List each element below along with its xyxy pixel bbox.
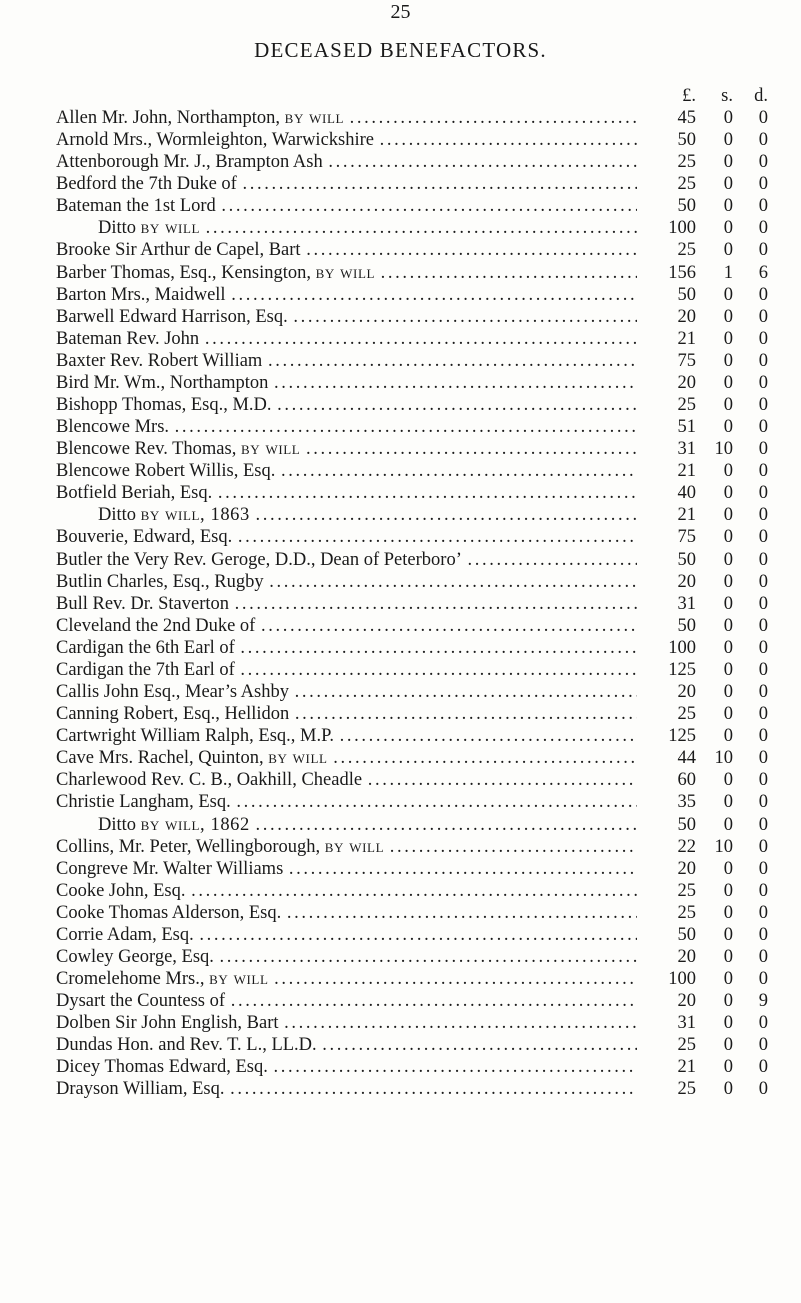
- pence-value: 0: [758, 218, 768, 239]
- pence-value: 0: [758, 284, 768, 305]
- shillings-value: 0: [723, 659, 733, 680]
- benefactor-name: Bird Mr. Wm., Northampton: [56, 372, 269, 393]
- pence-value: 0: [758, 372, 768, 393]
- shillings-value: 0: [723, 792, 733, 813]
- pounds-value: 100: [668, 969, 696, 990]
- benefactor-name: Dolben Sir John English, Bart: [56, 1013, 279, 1034]
- pence-value: 0: [758, 770, 768, 791]
- shillings-value: 0: [723, 814, 733, 835]
- benefactor-name-cell: [56, 747, 637, 769]
- pence-value: 0: [758, 461, 768, 482]
- benefactor-name: Brooke Sir Arthur de Capel, Bart: [56, 240, 301, 261]
- pounds-value: 31: [677, 593, 696, 614]
- pounds-value: 25: [677, 1079, 696, 1100]
- benefactor-row: [56, 328, 768, 350]
- shillings-value: 0: [723, 130, 733, 151]
- benefactor-name-cell: [56, 946, 637, 968]
- shillings-value: 0: [723, 350, 733, 371]
- benefactor-name: Arnold Mrs., Wormleighton, Warwickshire: [56, 130, 374, 151]
- pounds-value: 25: [677, 1035, 696, 1056]
- pounds-value: 44: [677, 748, 696, 769]
- pounds-value: 125: [668, 659, 696, 680]
- benefactor-name-cell: [56, 681, 637, 703]
- shillings-value: 0: [723, 593, 733, 614]
- benefactor-row: [56, 791, 768, 813]
- benefactor-name: Cartwright William Ralph, Esq., M.P.: [56, 726, 334, 747]
- page-number: 25: [390, 1, 411, 23]
- shillings-value: 1: [723, 262, 733, 283]
- benefactor-row: [56, 107, 768, 129]
- benefactors-list: [56, 85, 768, 1101]
- benefactor-row: [56, 615, 768, 637]
- shillings-value: 0: [723, 770, 733, 791]
- pence-value: 0: [758, 1035, 768, 1056]
- pence-value: 0: [758, 549, 768, 570]
- benefactor-name: Ditto by will, 1862: [98, 814, 250, 835]
- pounds-value: 45: [677, 108, 696, 128]
- benefactor-name-cell: [56, 902, 637, 924]
- shillings-value: 0: [723, 1079, 733, 1100]
- benefactor-name-cell: [56, 814, 637, 836]
- shillings-header: s.: [721, 86, 733, 106]
- shillings-value: 0: [723, 417, 733, 438]
- shillings-value: 0: [723, 1013, 733, 1034]
- benefactor-name-cell: [56, 526, 637, 548]
- benefactor-name: Cardigan the 6th Earl of: [56, 637, 235, 658]
- benefactor-name-cell: [56, 239, 637, 261]
- pounds-value: 60: [677, 770, 696, 791]
- benefactor-name: Butler the Very Rev. Geroge, D.D., Dean of Peterboro’: [56, 549, 462, 570]
- benefactor-name: Christie Langham, Esq.: [56, 792, 231, 813]
- shillings-value: 0: [723, 306, 733, 327]
- shillings-value: 0: [723, 395, 733, 416]
- benefactor-name-cell: [56, 504, 637, 526]
- pounds-value: 51: [677, 417, 696, 438]
- benefactor-name: Botfield Beriah, Esq.: [56, 483, 213, 504]
- pence-value: 0: [758, 593, 768, 614]
- pounds-value: 25: [677, 395, 696, 416]
- benefactor-row: [56, 637, 768, 659]
- pounds-value: 25: [677, 704, 696, 725]
- pence-value: 0: [758, 152, 768, 173]
- benefactor-row: [56, 1078, 768, 1100]
- shillings-value: 0: [723, 726, 733, 747]
- page-title: DECEASED BENEFACTORS.: [254, 38, 547, 62]
- benefactor-name-cell: [56, 173, 637, 195]
- shillings-value: 10: [714, 439, 733, 460]
- pounds-value: 31: [677, 439, 696, 460]
- shillings-value: 0: [723, 1035, 733, 1056]
- benefactor-name-cell: [56, 107, 637, 129]
- benefactor-row: [56, 416, 768, 438]
- column-headers: [56, 85, 768, 107]
- pence-value: 6: [758, 262, 768, 283]
- shillings-value: 0: [723, 218, 733, 239]
- benefactor-name: Bateman the 1st Lord: [56, 196, 216, 217]
- benefactor-name: Cooke John, Esq.: [56, 880, 186, 901]
- shillings-value: 0: [723, 152, 733, 173]
- benefactor-name: Drayson William, Esq.: [56, 1079, 225, 1100]
- bequest-note: by will: [315, 262, 376, 283]
- pounds-value: 25: [677, 902, 696, 923]
- benefactor-row: [56, 747, 768, 769]
- benefactor-name: Blencowe Mrs.: [56, 417, 170, 438]
- pounds-value: 75: [677, 350, 696, 371]
- pounds-value: 50: [677, 814, 696, 835]
- shillings-value: 0: [723, 946, 733, 967]
- benefactor-row: [56, 1056, 768, 1078]
- shillings-value: 0: [723, 637, 733, 658]
- benefactor-row: [56, 173, 768, 195]
- benefactor-name-cell: [56, 1034, 637, 1056]
- shillings-value: 0: [723, 571, 733, 592]
- benefactor-name: Attenborough Mr. J., Brampton Ash: [56, 152, 323, 173]
- shillings-value: 0: [723, 704, 733, 725]
- pounds-value: 50: [677, 549, 696, 570]
- bequest-note: by will, 1862: [140, 814, 250, 835]
- benefactor-name-cell: [56, 769, 637, 791]
- shillings-value: 0: [723, 1057, 733, 1078]
- benefactor-name-cell: [56, 703, 637, 725]
- pounds-value: 20: [677, 682, 696, 703]
- pounds-value: 156: [668, 262, 696, 283]
- benefactor-name-cell: [56, 924, 637, 946]
- pence-value: 0: [758, 726, 768, 747]
- benefactor-name: Baxter Rev. Robert William: [56, 350, 263, 371]
- benefactor-name: Barwell Edward Harrison, Esq.: [56, 306, 288, 327]
- bequest-note: by will: [268, 748, 328, 769]
- benefactor-row: [56, 129, 768, 151]
- benefactor-name-cell: [56, 968, 637, 990]
- benefactor-row: [56, 681, 768, 703]
- benefactor-row: [56, 549, 768, 571]
- bequest-note: by will: [140, 218, 201, 239]
- shillings-value: 0: [723, 902, 733, 923]
- shillings-value: 0: [723, 549, 733, 570]
- benefactor-name: Bouverie, Edward, Esq.: [56, 527, 233, 548]
- pence-value: 0: [758, 836, 768, 857]
- pence-value: 0: [758, 350, 768, 371]
- benefactor-row: [56, 725, 768, 747]
- pence-value: 0: [758, 417, 768, 438]
- benefactor-name: Dysart the Countess of: [56, 991, 226, 1012]
- pence-value: 0: [758, 108, 768, 128]
- benefactor-name: Butlin Charles, Esq., Rugby: [56, 571, 264, 592]
- benefactor-name: Charlewood Rev. C. B., Oakhill, Cheadle: [56, 770, 363, 791]
- benefactor-name-cell: [56, 438, 637, 460]
- shillings-value: 0: [723, 682, 733, 703]
- pence-value: 0: [758, 748, 768, 769]
- pence-value: 0: [758, 527, 768, 548]
- pence-value: 0: [758, 439, 768, 460]
- benefactor-name: Ditto by will, 1863: [98, 505, 250, 526]
- shillings-value: 0: [723, 108, 733, 128]
- benefactor-row: [56, 593, 768, 615]
- pounds-value: 100: [668, 218, 696, 239]
- pounds-value: 50: [677, 615, 696, 636]
- shillings-value: 0: [723, 880, 733, 901]
- pence-value: 0: [758, 880, 768, 901]
- benefactor-name: Barber Thomas, Esq., Kensington, by will: [56, 262, 376, 283]
- shillings-value: 0: [723, 483, 733, 504]
- benefactor-name-cell: [56, 990, 637, 1012]
- pounds-value: 21: [677, 328, 696, 349]
- benefactor-name-cell: [56, 306, 637, 328]
- pence-value: 0: [758, 1057, 768, 1078]
- pounds-value: 20: [677, 306, 696, 327]
- benefactor-name: Collins, Mr. Peter, Wellingborough, by will: [56, 836, 385, 857]
- pounds-value: 21: [677, 461, 696, 482]
- pence-value: 0: [758, 174, 768, 195]
- pounds-value: 25: [677, 152, 696, 173]
- benefactor-row: [56, 438, 768, 460]
- benefactor-row: [56, 769, 768, 791]
- benefactor-row: [56, 703, 768, 725]
- pounds-value: 75: [677, 527, 696, 548]
- benefactor-name-cell: [56, 1078, 637, 1100]
- benefactor-name-cell: [56, 482, 637, 504]
- benefactor-name-cell: [56, 195, 637, 217]
- benefactor-row: [56, 239, 768, 261]
- pence-value: 0: [758, 659, 768, 680]
- benefactor-name: Callis John Esq., Mear’s Ashby: [56, 682, 289, 703]
- benefactor-row: [56, 217, 768, 239]
- pence-value: 0: [758, 924, 768, 945]
- bequest-note: by will, 1863: [140, 505, 250, 526]
- benefactor-name-cell: [56, 151, 637, 173]
- benefactor-name-cell: [56, 615, 637, 637]
- benefactor-row: [56, 990, 768, 1012]
- bequest-note: by will: [209, 969, 269, 990]
- benefactor-name-cell: [56, 350, 637, 372]
- benefactor-name: Bull Rev. Dr. Staverton: [56, 593, 229, 614]
- benefactor-name-cell: [56, 217, 637, 239]
- pence-value: 0: [758, 1079, 768, 1100]
- benefactor-row: [56, 571, 768, 593]
- benefactor-name-cell: [56, 416, 637, 438]
- shillings-value: 0: [723, 527, 733, 548]
- benefactor-name: Congreve Mr. Walter Williams: [56, 858, 284, 879]
- pence-value: 0: [758, 196, 768, 217]
- benefactor-name: Dicey Thomas Edward, Esq.: [56, 1057, 268, 1078]
- pounds-value: 25: [677, 880, 696, 901]
- benefactor-row: [56, 460, 768, 482]
- shillings-value: 0: [723, 240, 733, 261]
- benefactor-row: [56, 968, 768, 990]
- benefactor-name-cell: [56, 328, 637, 350]
- pounds-value: 40: [677, 483, 696, 504]
- pounds-value: 21: [677, 505, 696, 526]
- shillings-value: 0: [723, 858, 733, 879]
- pounds-header: £.: [682, 86, 696, 106]
- shillings-value: 10: [714, 836, 733, 857]
- pounds-value: 25: [677, 240, 696, 261]
- bequest-note: by will: [324, 836, 385, 857]
- benefactor-name-cell: [56, 262, 637, 284]
- benefactor-name: Cromelehome Mrs., by will: [56, 969, 269, 990]
- pounds-value: 21: [677, 1057, 696, 1078]
- benefactor-row: [56, 1012, 768, 1034]
- pounds-value: 25: [677, 174, 696, 195]
- shillings-value: 0: [723, 284, 733, 305]
- benefactor-row: [56, 858, 768, 880]
- pounds-value: 20: [677, 372, 696, 393]
- pence-value: 0: [758, 483, 768, 504]
- pence-value: 0: [758, 240, 768, 261]
- benefactor-name-cell: [56, 791, 637, 813]
- benefactor-row: [56, 924, 768, 946]
- pence-value: 0: [758, 858, 768, 879]
- pence-value: 0: [758, 814, 768, 835]
- benefactor-name: Cooke Thomas Alderson, Esq.: [56, 902, 282, 923]
- benefactor-row: [56, 394, 768, 416]
- benefactor-name-cell: [56, 858, 637, 880]
- benefactor-name-cell: [56, 1056, 637, 1078]
- pence-value: 0: [758, 704, 768, 725]
- pounds-value: 100: [668, 637, 696, 658]
- benefactor-name-cell: [56, 1012, 637, 1034]
- pounds-value: 31: [677, 1013, 696, 1034]
- pounds-value: 20: [677, 571, 696, 592]
- pounds-value: 125: [668, 726, 696, 747]
- benefactor-name: Blencowe Rev. Thomas, by will: [56, 439, 301, 460]
- benefactor-row: [56, 372, 768, 394]
- shillings-value: 0: [723, 196, 733, 217]
- pence-value: 0: [758, 902, 768, 923]
- benefactor-row: [56, 902, 768, 924]
- benefactor-row: [56, 350, 768, 372]
- benefactor-name-cell: [56, 725, 637, 747]
- benefactor-row: [56, 526, 768, 548]
- benefactor-row: [56, 482, 768, 504]
- pounds-value: 50: [677, 284, 696, 305]
- benefactor-name: Cowley George, Esq.: [56, 946, 214, 967]
- benefactor-name-cell: [56, 372, 637, 394]
- benefactor-name: Ditto by will: [98, 218, 201, 239]
- pounds-value: 35: [677, 792, 696, 813]
- pence-value: 0: [758, 395, 768, 416]
- benefactor-name-cell: [56, 394, 637, 416]
- pence-value: 0: [758, 792, 768, 813]
- benefactor-name-cell: [56, 637, 637, 659]
- benefactor-name: Bishopp Thomas, Esq., M.D.: [56, 395, 272, 416]
- pounds-value: 20: [677, 991, 696, 1012]
- benefactor-row: [56, 262, 768, 284]
- benefactor-name: Bateman Rev. John: [56, 328, 200, 349]
- pence-value: 0: [758, 571, 768, 592]
- pence-value: 0: [758, 1013, 768, 1034]
- pence-value: 0: [758, 946, 768, 967]
- pence-value: 9: [758, 991, 768, 1012]
- shillings-value: 0: [723, 924, 733, 945]
- pounds-value: 22: [677, 836, 696, 857]
- shillings-value: 0: [723, 328, 733, 349]
- benefactor-row: [56, 151, 768, 173]
- shillings-value: 0: [723, 615, 733, 636]
- benefactor-name: Blencowe Robert Willis, Esq.: [56, 461, 276, 482]
- benefactor-name-cell: [56, 571, 637, 593]
- pounds-value: 20: [677, 858, 696, 879]
- benefactor-name-cell: [56, 549, 637, 571]
- benefactor-name-cell: [56, 836, 637, 858]
- benefactor-name: Dundas Hon. and Rev. T. L., LL.D.: [56, 1035, 317, 1056]
- benefactor-row: [56, 195, 768, 217]
- bequest-note: by will: [284, 108, 345, 128]
- pence-value: 0: [758, 130, 768, 151]
- shillings-value: 0: [723, 174, 733, 195]
- benefactor-row: [56, 836, 768, 858]
- benefactor-name: Cleveland the 2nd Duke of: [56, 615, 256, 636]
- benefactor-row: [56, 284, 768, 306]
- pence-value: 0: [758, 637, 768, 658]
- pounds-value: 50: [677, 130, 696, 151]
- shillings-value: 0: [723, 505, 733, 526]
- benefactor-name: Cardigan the 7th Earl of: [56, 659, 235, 680]
- benefactor-row: [56, 659, 768, 681]
- benefactor-name: Barton Mrs., Maidwell: [56, 284, 226, 305]
- benefactor-name: Allen Mr. John, Northampton, by will: [56, 108, 345, 128]
- pounds-value: 50: [677, 196, 696, 217]
- benefactor-name-cell: [56, 593, 637, 615]
- benefactor-row: [56, 504, 768, 526]
- pence-header: d.: [754, 86, 768, 106]
- pounds-value: 50: [677, 924, 696, 945]
- benefactor-row: [56, 946, 768, 968]
- benefactor-name: Canning Robert, Esq., Hellidon: [56, 704, 290, 725]
- shillings-value: 0: [723, 991, 733, 1012]
- pence-value: 0: [758, 682, 768, 703]
- pence-value: 0: [758, 306, 768, 327]
- pence-value: 0: [758, 969, 768, 990]
- pence-value: 0: [758, 505, 768, 526]
- pence-value: 0: [758, 328, 768, 349]
- pence-value: 0: [758, 615, 768, 636]
- benefactor-name: Cave Mrs. Rachel, Quinton, by will: [56, 748, 328, 769]
- benefactor-name-cell: [56, 284, 637, 306]
- shillings-value: 0: [723, 461, 733, 482]
- benefactor-name-cell: [56, 659, 637, 681]
- pounds-value: 20: [677, 946, 696, 967]
- benefactor-name: Corrie Adam, Esq.: [56, 924, 194, 945]
- benefactor-row: [56, 814, 768, 836]
- shillings-value: 0: [723, 372, 733, 393]
- benefactor-row: [56, 306, 768, 328]
- benefactor-name-cell: [56, 880, 637, 902]
- benefactor-row: [56, 880, 768, 902]
- bequest-note: by will: [240, 439, 301, 460]
- shillings-value: 10: [714, 748, 733, 769]
- benefactor-name: Bedford the 7th Duke of: [56, 174, 237, 195]
- shillings-value: 0: [723, 969, 733, 990]
- benefactor-name-cell: [56, 460, 637, 482]
- benefactor-row: [56, 1034, 768, 1056]
- benefactor-name-cell: [56, 129, 637, 151]
